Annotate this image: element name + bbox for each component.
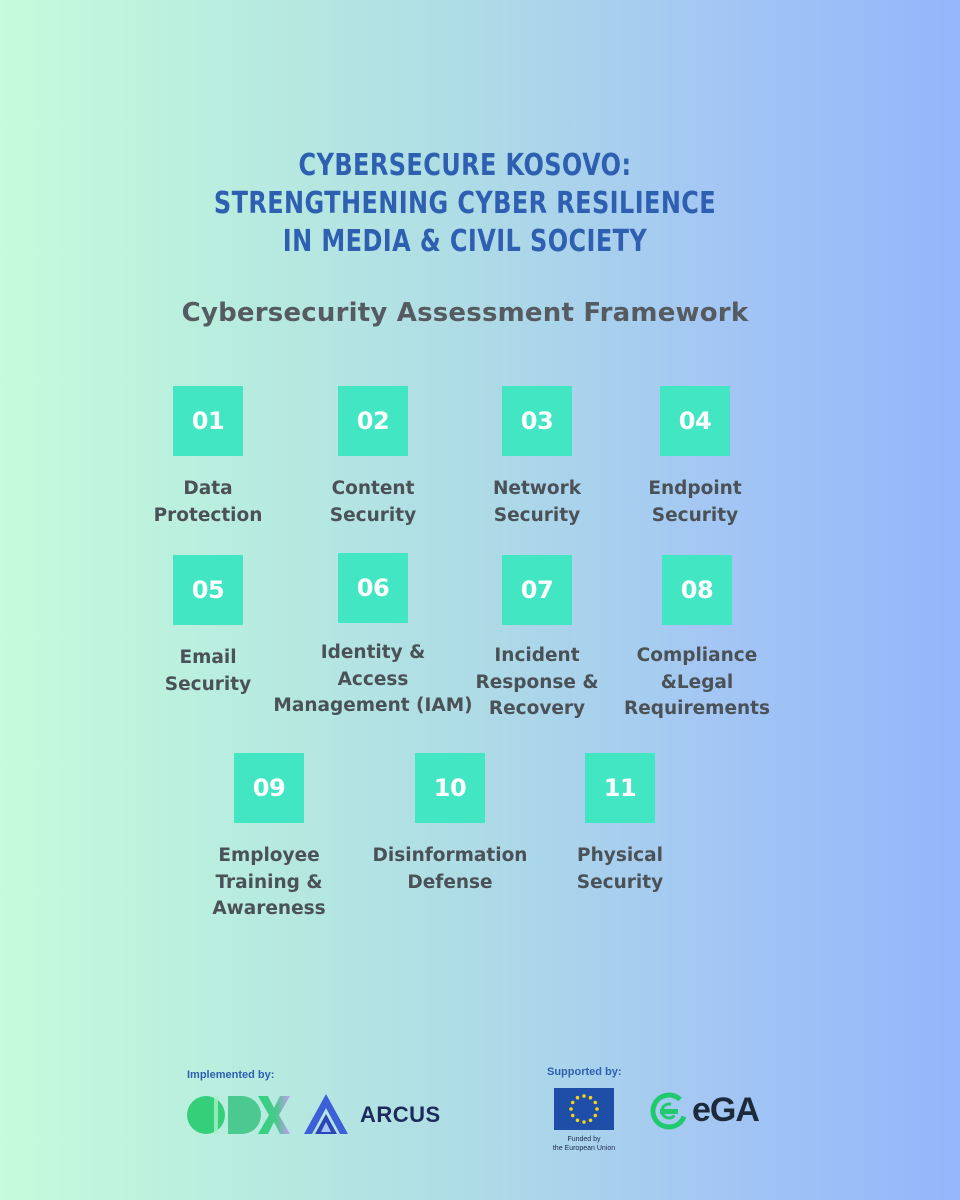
item-number-tile: 05 [173, 555, 243, 625]
ega-logo-text: eGA [692, 1091, 759, 1129]
item-number-tile: 09 [234, 753, 304, 823]
framework-item-11 [500, 753, 740, 896]
item-label: Data Protection [153, 478, 263, 526]
odx-logo-graphic [186, 1094, 291, 1136]
subtitle: Cybersecurity Assessment Framework [181, 298, 749, 328]
item-label: Identity & Access Management (IAM) [273, 642, 473, 716]
item-label: Email Security [164, 647, 252, 695]
item-label: Incident Response & Recovery [475, 645, 599, 719]
eu-caption [544, 1135, 624, 1153]
supported-by-label: Supported by: [547, 1066, 622, 1078]
eu-caption-line-2: the European Union [552, 1145, 616, 1152]
item-number-tile: 02 [338, 386, 408, 456]
ega-icon [649, 1091, 689, 1131]
title-line-1: CYBERSECURE KOSOVO: [298, 148, 632, 183]
item-number-tile: 08 [662, 555, 732, 625]
item-label: Content Security [329, 478, 417, 526]
arcus-logo-text: ARCUS [360, 1102, 441, 1127]
title-line-2: STRENGTHENING CYBER RESILIENCE [213, 186, 717, 221]
item-label: Network Security [492, 478, 582, 526]
item-number-tile: 04 [660, 386, 730, 456]
item-label: Employee Training & Awareness [212, 845, 326, 919]
implemented-by-label: Implemented by: [187, 1069, 275, 1081]
item-number-tile: 07 [502, 555, 572, 625]
arcus-logo-icon [304, 1094, 354, 1136]
item-number-tile: 11 [585, 753, 655, 823]
odx-logo [186, 1094, 291, 1140]
item-label: Compliance &Legal Requirements [623, 645, 771, 719]
eu-flag-logo [554, 1088, 614, 1134]
framework-item-04 [575, 386, 815, 529]
item-number-tile: 10 [415, 753, 485, 823]
main-title [93, 147, 837, 261]
item-label: Physical Security [576, 845, 664, 893]
eu-flag-icon [554, 1088, 614, 1130]
item-number-tile: 03 [502, 386, 572, 456]
framework-item-08 [577, 555, 817, 723]
item-number-tile: 01 [173, 386, 243, 456]
eu-caption-line-1: Funded by [567, 1136, 601, 1143]
arcus-logo [304, 1094, 354, 1140]
item-label: Disinformation Defense [372, 845, 528, 893]
item-number-tile: 06 [338, 553, 408, 623]
ega-logo-icon [649, 1091, 689, 1135]
item-label: Endpoint Security [648, 478, 742, 526]
title-line-3: IN MEDIA & CIVIL SOCIETY [282, 224, 648, 259]
